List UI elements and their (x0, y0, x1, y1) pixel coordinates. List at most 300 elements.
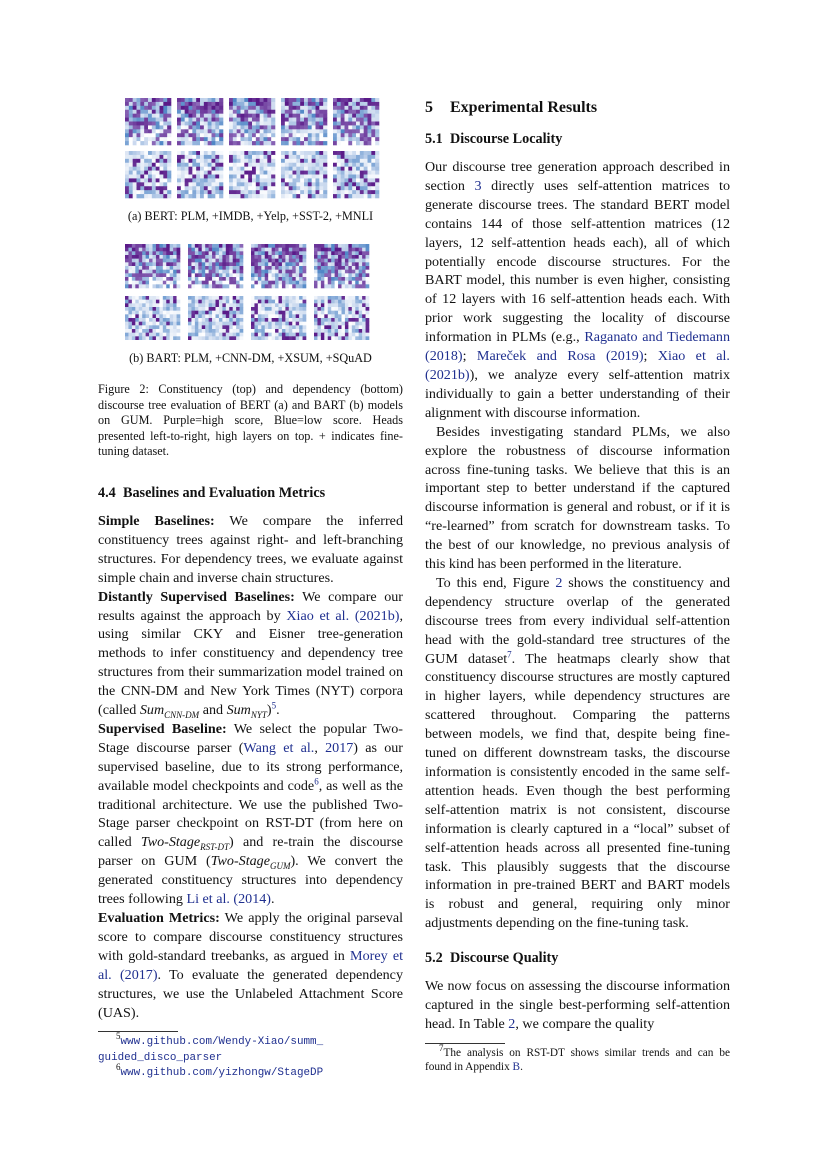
heatmap-cell (204, 182, 208, 186)
citation-link-raganato[interactable]: Raganato and Tiedemann (2018) (425, 329, 730, 365)
heatmap-cell (137, 110, 141, 114)
heatmap-cell (252, 167, 256, 171)
heatmap-cell (289, 102, 293, 106)
heatmap-cell (345, 336, 349, 340)
text: . (520, 1061, 523, 1074)
heatmap-cell (139, 266, 143, 270)
heatmap-cell (142, 251, 146, 255)
heatmap-cell (198, 284, 202, 288)
heatmap-cell (272, 251, 276, 255)
heatmap-cell (331, 333, 335, 337)
heatmap-cell (146, 277, 150, 281)
heatmap-cell (308, 171, 312, 175)
heatmap-cell (366, 307, 370, 311)
heatmap-cell (282, 255, 286, 259)
heatmap-cell (173, 325, 177, 329)
heatmap-cell (128, 322, 132, 326)
heatmap-cell (241, 151, 245, 155)
heatmap-cell (296, 151, 300, 155)
heatmap-cell (236, 244, 240, 248)
heatmap-cell (281, 98, 285, 102)
heatmap-cell (153, 273, 157, 277)
heatmap-cell (264, 175, 268, 179)
heatmap-cell (300, 155, 304, 159)
heatmap-cell (366, 244, 370, 248)
heatmap-cell (337, 159, 341, 163)
heatmap-cell (173, 273, 177, 277)
heatmap-cell (153, 244, 157, 248)
heatmap-cell (229, 178, 233, 182)
heatmap-cell (279, 273, 283, 277)
heatmap-cell (362, 307, 366, 311)
heatmap-cell (229, 167, 233, 171)
heatmap-cell (267, 159, 271, 163)
heatmap-cell (265, 266, 269, 270)
heatmap-cell (331, 244, 335, 248)
heatmap-cell (229, 244, 233, 248)
table-ref-link[interactable]: 2 (508, 1015, 516, 1032)
heatmap-cell (139, 281, 143, 285)
heatmap-cell (375, 98, 379, 102)
heatmap-cell (198, 296, 202, 300)
heatmap-cell (256, 186, 260, 190)
heatmap-cell (333, 190, 337, 194)
heatmap-cell (204, 171, 208, 175)
heatmap-cell (140, 186, 144, 190)
heatmap-cell (300, 159, 304, 163)
heatmap-cell (125, 137, 129, 141)
bert-tile-constituency-2 (177, 98, 223, 145)
heatmap-cell (366, 318, 370, 322)
heatmap-cell (323, 171, 327, 175)
heatmap-cell (229, 273, 233, 277)
heatmap-cell (317, 281, 321, 285)
heatmap-cell (128, 266, 132, 270)
heatmap-cell (285, 325, 289, 329)
heatmap-cell (219, 273, 223, 277)
citation-link-wang-year[interactable]: 2017 (325, 739, 354, 756)
heatmap-cell (159, 277, 163, 281)
heatmap-cell (281, 155, 285, 159)
heatmap-cell (167, 194, 171, 198)
heatmap-cell (364, 190, 368, 194)
heatmap-cell (296, 325, 300, 329)
heatmap-cell (209, 255, 213, 259)
heatmap-cell (208, 175, 212, 179)
heatmap-cell (292, 284, 296, 288)
heatmap-cell (304, 137, 308, 141)
heatmap-cell (152, 151, 156, 155)
heatmap-cell (251, 303, 255, 307)
heatmap-cell (364, 133, 368, 137)
heatmap-cell (166, 329, 170, 333)
heatmap-cell (209, 303, 213, 307)
heatmap-cell (241, 182, 245, 186)
heatmap-cell (233, 296, 237, 300)
footnote-5-link[interactable]: 5 (271, 700, 277, 711)
heatmap-cell (252, 106, 256, 110)
heatmap-cell (260, 110, 264, 114)
heatmap-cell (219, 262, 223, 266)
heatmap-cell (191, 296, 195, 300)
heatmap-cell (241, 129, 245, 133)
heatmap-cell (160, 182, 164, 186)
heatmap-cell (125, 244, 129, 248)
heatmap-cell (352, 125, 356, 129)
heatmap-cell (148, 110, 152, 114)
heatmap-cell (345, 255, 349, 259)
heatmap-cell (355, 325, 359, 329)
heatmap-cell (198, 281, 202, 285)
heatmap-cell (248, 178, 252, 182)
heatmap-cell (267, 141, 271, 145)
figure-ref-link[interactable]: 2 (555, 574, 563, 591)
heatmap-cell (189, 122, 193, 126)
heatmap-cell (338, 244, 342, 248)
heatmap-cell (331, 307, 335, 311)
heatmap-cell (156, 307, 160, 311)
heatmap-cell (135, 251, 139, 255)
footnote-6-link[interactable]: 6 (314, 775, 319, 786)
heatmap-cell (265, 296, 269, 300)
heatmap-cell (348, 322, 352, 326)
heatmap-cell (192, 114, 196, 118)
heatmap-cell (371, 98, 375, 102)
heatmap-cell (296, 122, 300, 126)
heatmap-cell (368, 175, 372, 179)
heatmap-cell (271, 125, 275, 129)
text: We apply the original parseval score to compare discourse constituency structures with gold-standard treebanks, as argued in (98, 910, 403, 964)
heatmap-cell (362, 266, 366, 270)
heatmap-cell (240, 248, 244, 252)
heatmap-cell (202, 300, 206, 304)
heatmap-cell (285, 277, 289, 281)
heatmap-cell (319, 186, 323, 190)
heatmap-cell (222, 296, 226, 300)
heatmap-cell (281, 171, 285, 175)
heatmap-cell (156, 303, 160, 307)
heatmap-cell (345, 314, 349, 318)
heatmap-cell (195, 244, 199, 248)
heatmap-cell (338, 266, 342, 270)
heatmap-cell (125, 141, 129, 145)
heatmap-cell (125, 155, 129, 159)
heatmap-cell (258, 259, 262, 263)
heatmap-cell (251, 333, 255, 337)
heatmap-cell (366, 262, 370, 266)
heatmap-cell (317, 277, 321, 281)
heatmap-cell (233, 175, 237, 179)
heatmap-cell (219, 114, 223, 118)
heatmap-cell (144, 110, 148, 114)
heatmap-cell (128, 314, 132, 318)
heatmap-cell (244, 114, 248, 118)
heatmap-cell (229, 270, 233, 274)
heatmap-cell (173, 277, 177, 281)
footnote-5-link-url[interactable]: www.github.com/Wendy-Xiao/summ_ (120, 1036, 324, 1049)
heatmap-cell (163, 314, 167, 318)
heatmap-cell (248, 171, 252, 175)
heatmap-cell (219, 129, 223, 133)
heatmap-cell (328, 266, 332, 270)
heatmap-cell (135, 329, 139, 333)
heatmap-cell (177, 251, 181, 255)
heatmap-cell (341, 155, 345, 159)
heatmap-cell (146, 329, 150, 333)
heatmap-cell (128, 273, 132, 277)
heatmap-cell (219, 333, 223, 337)
heatmap-cell (152, 163, 156, 167)
heatmap-cell (177, 248, 181, 252)
heatmap-cell (296, 329, 300, 333)
heatmap-cell (195, 259, 199, 263)
heatmap-cell (148, 125, 152, 129)
heatmap-cell (338, 255, 342, 259)
heatmap-cell (140, 129, 144, 133)
heatmap-cell (135, 322, 139, 326)
heatmap-cell (125, 333, 129, 337)
heatmap-cell (321, 273, 325, 277)
footnote-5-link-url-cont[interactable]: guided_disco_parser (98, 1051, 223, 1064)
heatmap-cell (146, 251, 150, 255)
heatmap-cell (254, 318, 258, 322)
heatmap-cell (209, 329, 213, 333)
heatmap-cell (293, 159, 297, 163)
heatmap-cell (268, 311, 272, 315)
heatmap-cell (333, 178, 337, 182)
heatmap-cell (202, 262, 206, 266)
heatmap-cell (146, 314, 150, 318)
heatmap-cell (205, 333, 209, 337)
heatmap-cell (196, 151, 200, 155)
heatmap-cell (342, 333, 346, 337)
heatmap-cell (125, 133, 129, 137)
heatmap-cell (251, 262, 255, 266)
heatmap-cell (265, 244, 269, 248)
heatmap-cell (345, 171, 349, 175)
heatmap-cell (248, 122, 252, 126)
heatmap-cell (212, 284, 216, 288)
heatmap-cell (219, 314, 223, 318)
bert-tile-dependency-3 (229, 151, 275, 198)
heatmap-cell (163, 333, 167, 337)
heatmap-cell (328, 314, 332, 318)
heatmap-cell (342, 277, 346, 281)
heatmap-cell (226, 248, 230, 252)
heatmap-cell (304, 118, 308, 122)
heatmap-cell (333, 194, 337, 198)
citation-link-marecek[interactable]: Mareček and Rosa (2019) (476, 348, 644, 365)
heatmap-cell (212, 137, 216, 141)
heatmap-cell (215, 155, 219, 159)
heatmap-cell (212, 167, 216, 171)
heatmap-cell (289, 182, 293, 186)
heatmap-cell (125, 303, 129, 307)
heatmap-cell (279, 329, 283, 333)
heatmap-cell (317, 311, 321, 315)
heatmap-cell (153, 325, 157, 329)
heatmap-cell (260, 178, 264, 182)
heatmap-cell (198, 311, 202, 315)
heatmap-cell (268, 307, 272, 311)
bert-heatmaps (98, 98, 403, 200)
bert-tile-dependency-2 (177, 151, 223, 198)
heatmap-cell (128, 270, 132, 274)
heatmap-cell (233, 133, 237, 137)
citation-link-morey[interactable]: Morey et al. (2017) (98, 947, 403, 983)
heatmap-cell (181, 155, 185, 159)
heatmap-cell (185, 98, 189, 102)
citation-link-xiao[interactable]: Xiao et al. (2021b) (425, 348, 730, 383)
heatmap-cell (264, 141, 268, 145)
heatmap-cell (204, 190, 208, 194)
heatmap-cell (251, 322, 255, 326)
citation-link-li[interactable]: Li et al. (2014) (186, 891, 272, 908)
heatmap-cell (222, 307, 226, 311)
heatmap-cell (366, 333, 370, 337)
heatmap-cell (352, 194, 356, 198)
heatmap-cell (299, 259, 303, 263)
heatmap-cell (341, 102, 345, 106)
heatmap-cell (342, 322, 346, 326)
heatmap-cell (300, 102, 304, 106)
bart-tile-dependency-1 (125, 296, 180, 340)
section-ref-link[interactable]: 3 (474, 177, 482, 194)
heatmap-cell (125, 329, 129, 333)
heatmap-cell (152, 171, 156, 175)
heatmap-cell (248, 175, 252, 179)
heatmap-cell (248, 110, 252, 114)
heatmap-cell (189, 133, 193, 137)
heatmap-cell (188, 284, 192, 288)
heatmap-cell (258, 284, 262, 288)
heatmap-cell (167, 155, 171, 159)
heatmap-cell (360, 190, 364, 194)
heatmap-cell (209, 318, 213, 322)
heatmap-cell (328, 281, 332, 285)
heatmap-cell (360, 178, 364, 182)
heatmap-cell (355, 251, 359, 255)
heatmap-cell (153, 333, 157, 337)
heatmap-cell (229, 329, 233, 333)
heatmap-cell (167, 129, 171, 133)
heatmap-cell (195, 322, 199, 326)
heatmap-cell (304, 163, 308, 167)
heatmap-cell (275, 255, 279, 259)
heatmap-cell (173, 259, 177, 263)
heatmap-cell (279, 251, 283, 255)
footnote-6-link-url[interactable]: www.github.com/yizhongw/StageDP (120, 1067, 324, 1080)
heatmap-cell (308, 98, 312, 102)
heatmap-cell (348, 151, 352, 155)
heatmap-cell (293, 102, 297, 106)
heatmap-cell (264, 114, 268, 118)
footnote-7-link[interactable]: 7 (507, 648, 512, 659)
heatmap-cell (345, 167, 349, 171)
citation-link-xiao[interactable]: Xiao et al. (2021b) (286, 607, 400, 624)
heatmap-cell (348, 106, 352, 110)
section-5-1-heading (425, 130, 730, 148)
heatmap-cell (173, 284, 177, 288)
heatmap-cell (128, 296, 132, 300)
heatmap-cell (279, 333, 283, 337)
heatmap-cell (338, 270, 342, 274)
heatmap-cell (314, 307, 318, 311)
heatmap-cell (215, 167, 219, 171)
text: We select the popular Two-Stage discourse parser ( (98, 720, 403, 756)
heatmap-cell (285, 284, 289, 288)
heatmap-cell (359, 307, 363, 311)
heatmap-cell (341, 133, 345, 137)
heatmap-cell (209, 281, 213, 285)
heatmap-cell (139, 262, 143, 266)
heatmap-cell (356, 137, 360, 141)
heatmap-cell (252, 98, 256, 102)
heatmap-cell (316, 141, 320, 145)
heatmap-cell (191, 303, 195, 307)
heatmap-cell (265, 303, 269, 307)
heatmap-cell (156, 159, 160, 163)
heatmap-cell (285, 248, 289, 252)
heatmap-cell (338, 314, 342, 318)
heatmap-cell (355, 284, 359, 288)
heatmap-cell (216, 284, 220, 288)
heatmap-cell (352, 163, 356, 167)
heatmap-cell (189, 129, 193, 133)
heatmap-cell (212, 186, 216, 190)
heatmap-cell (300, 182, 304, 186)
heatmap-cell (321, 322, 325, 326)
heatmap-cell (304, 155, 308, 159)
heatmap-cell (133, 194, 137, 198)
heatmap-cell (317, 266, 321, 270)
heatmap-cell (209, 248, 213, 252)
heatmap-cell (140, 141, 144, 145)
heatmap-cell (189, 175, 193, 179)
heatmap-cell (233, 262, 237, 266)
heatmap-cell (237, 129, 241, 133)
heatmap-cell (264, 178, 268, 182)
heatmap-cell (348, 259, 352, 263)
heatmap-cell (356, 186, 360, 190)
heatmap-cell (205, 273, 209, 277)
heatmap-cell (215, 190, 219, 194)
heatmap-cell (156, 163, 160, 167)
heatmap-cell (205, 314, 209, 318)
heatmap-cell (335, 277, 339, 281)
heatmap-cell (198, 300, 202, 304)
heatmap-cell (321, 259, 325, 263)
heatmap-cell (268, 333, 272, 337)
heatmap-cell (265, 307, 269, 311)
heatmap-cell (271, 151, 275, 155)
heatmap-cell (219, 155, 223, 159)
heatmap-cell (261, 300, 265, 304)
heatmap-cell (167, 159, 171, 163)
left-column (98, 98, 403, 1081)
heatmap-cell (321, 281, 325, 285)
heatmap-cell (125, 262, 129, 266)
heatmap-cell (166, 322, 170, 326)
appendix-ref-link[interactable]: B (512, 1061, 521, 1074)
heatmap-cell (314, 284, 318, 288)
heatmap-cell (216, 251, 220, 255)
heatmap-cell (328, 311, 332, 315)
citation-link-wang[interactable]: Wang et al. (243, 739, 315, 756)
heatmap-cell (265, 277, 269, 281)
heatmap-cell (281, 102, 285, 106)
heatmap-cell (233, 118, 237, 122)
